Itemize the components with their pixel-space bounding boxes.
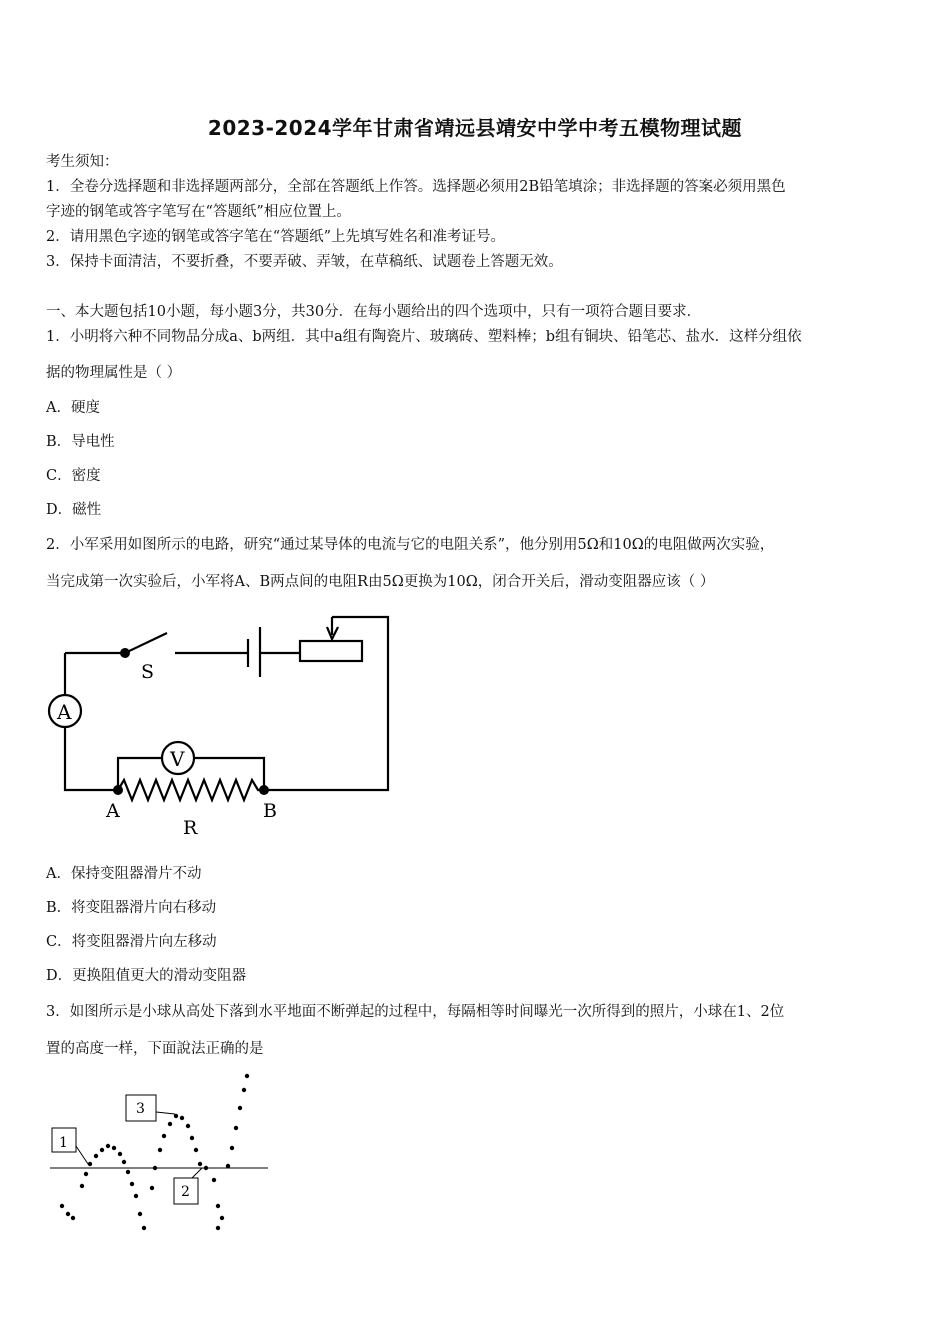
callout-label-2: 2 (181, 1184, 190, 1200)
ball-position-dot (216, 1204, 220, 1208)
question-3-text: 3．如图所示是小球从高处下落到水平地面不断弹起的过程中，每隔相等时间曝光一次所得到的照片，小球在1、2位 (46, 1004, 785, 1020)
ball-position-dot (150, 1186, 154, 1190)
notice-item: 3．保持卡面清洁，不要折叠，不要弄破、弄皱，在草稿纸、试题卷上答题无效。 (46, 254, 563, 270)
ball-position-dot (84, 1172, 88, 1176)
section-heading: 一、本大题包括10小题，每小题3分，共30分．在每小题给出的四个选项中，只有一项符合题目要求． (46, 304, 702, 320)
ball-position-dot (220, 1216, 224, 1220)
wire (118, 758, 162, 790)
ball-position-dot (234, 1126, 238, 1130)
ball-position-dot (106, 1144, 110, 1148)
ball-position-dot (138, 1212, 142, 1216)
question-1-option-d: D．磁性 (46, 502, 102, 518)
ball-position-dot (88, 1162, 92, 1166)
question-1-option-c: C．密度 (46, 468, 101, 484)
ball-position-dot (80, 1184, 84, 1188)
question-2-option-d: D．更换阻值更大的滑动变阻器 (46, 968, 247, 984)
ball-position-dot (168, 1122, 172, 1126)
resistor-label: R (183, 817, 198, 839)
ball-position-dot (212, 1178, 216, 1182)
ball-position-dot (204, 1166, 208, 1170)
switch-label: S (141, 661, 155, 683)
callout-pointer-1 (76, 1146, 88, 1164)
wire (65, 728, 118, 790)
callout-pointer-2 (192, 1168, 202, 1178)
ball-position-dot (134, 1194, 138, 1198)
ball-position-dot (66, 1212, 70, 1216)
ball-position-dot (71, 1216, 75, 1220)
wire (264, 617, 388, 790)
ball-position-dot (186, 1124, 190, 1128)
callout-label-3: 3 (136, 1101, 145, 1117)
question-1-option-b: B．导电性 (46, 434, 115, 450)
question-2-option-c: C．将变阻器滑片向左移动 (46, 934, 217, 950)
question-2-option-b: B．将变阻器滑片向右移动 (46, 900, 217, 916)
ball-position-dot (242, 1088, 246, 1092)
wire (194, 758, 264, 790)
question-1-text: 1．小明将六种不同物品分成a、b两组．其中a组有陶瓷片、玻璃砖、塑料棒；b组有铜块、铅笔芯、盐水．这样分组依 (46, 329, 802, 345)
ball-position-dot (216, 1226, 220, 1230)
ball-position-dot (180, 1116, 184, 1120)
page-title: 2023-2024学年甘肃省靖远县靖安中学中考五模物理试题 (207, 116, 743, 140)
rheostat-body (300, 641, 362, 661)
ball-position-dot (122, 1160, 126, 1164)
ball-position-dot (126, 1170, 130, 1174)
callout-label-1: 1 (59, 1135, 68, 1151)
ball-position-dot (198, 1162, 202, 1166)
ball-position-dot (100, 1148, 104, 1152)
ball-position-dot (238, 1106, 242, 1110)
ball-position-dot (142, 1226, 146, 1230)
question-2-text: 2．小军采用如图所示的电路，研究“通过某导体的电流与它的电阻关系”，他分别用5Ω和10Ω的电阻做两次实验， (46, 537, 775, 553)
ball-position-dot (190, 1136, 194, 1140)
notice-item: 字迹的钢笔或答字笔写在“答题纸”相应位置上。 (46, 204, 351, 220)
question-1-option-a: A．硬度 (46, 400, 100, 416)
resistor-zigzag (118, 780, 264, 800)
ball-position-dot (158, 1148, 162, 1152)
point-b-label: B (263, 800, 277, 822)
notice-heading: 考生须知： (46, 154, 119, 170)
bouncing-ball-figure (40, 1068, 280, 1233)
notice-item: 1．全卷分选择题和非选择题两部分，全部在答题纸上作答。选择题必须用2B铅笔填涂；非选择题的答案必须用黑色 (46, 179, 786, 195)
point-a-label: A (106, 800, 120, 822)
ammeter-label: A (57, 700, 72, 724)
ball-position-dot (245, 1074, 249, 1078)
question-3-text: 置的高度一样，下面說法正确的是 (46, 1041, 264, 1057)
ball-position-dot (130, 1182, 134, 1186)
ball-position-dot (174, 1114, 178, 1118)
ball-position-dot (118, 1152, 122, 1156)
voltmeter-label: V (170, 747, 185, 771)
ball-position-dot (112, 1146, 116, 1150)
ball-position-dot (60, 1204, 64, 1208)
switch-pivot (120, 648, 130, 658)
question-2-text: 当完成第一次实验后，小军将A、B两点间的电阻R由5Ω更换为10Ω，闭合开关后，滑动变阻器应该（ ） (46, 574, 715, 590)
junction-a (113, 785, 123, 795)
circuit-diagram (40, 605, 410, 845)
ball-position-dot (162, 1134, 166, 1138)
question-1-text: 据的物理属性是（ ） (46, 365, 182, 381)
ball-position-dot (230, 1146, 234, 1150)
notice-item: 2．请用黑色字迹的钢笔或答字笔在“答题纸”上先填写姓名和准考证号。 (46, 229, 506, 245)
ball-position-dot (94, 1154, 98, 1158)
junction-b (259, 785, 269, 795)
ball-position-dot (194, 1148, 198, 1152)
callout-pointer-3 (156, 1112, 175, 1114)
switch-blade (125, 633, 167, 653)
ball-position-dot (153, 1166, 157, 1170)
question-2-option-a: A．保持变阻器滑片不动 (46, 866, 202, 882)
ball-position-dot (226, 1164, 230, 1168)
